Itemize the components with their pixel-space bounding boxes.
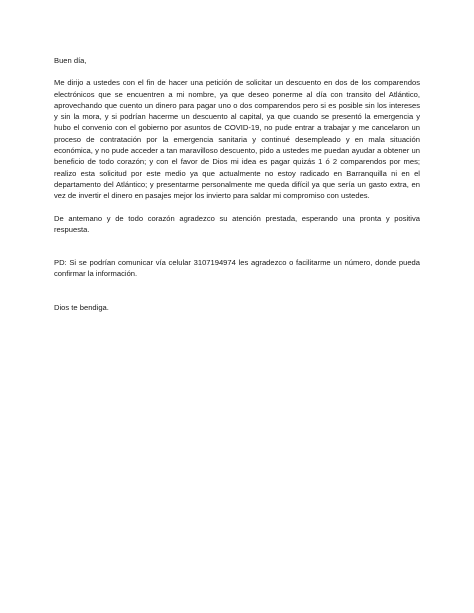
letter-body — [54, 55, 420, 313]
letter-thanks-paragraph: De antemano y de todo corazón agradezco su atención prestada, esperando una pronta y positiva respuesta. — [54, 213, 420, 234]
letter-closing: Dios te bendiga. — [54, 302, 109, 312]
letter-postscript: PD: Si se podrían comunicar vía celular 3107194974 les agradezco o facilitarme un número, donde pueda confirmar la información. — [54, 258, 420, 279]
letter-greeting: Buen día, — [54, 56, 87, 65]
letter-main-paragraph: Me dirijo a ustedes con el fin de hacer una petición de solicitar un descuento en dos de los comparendos electrónicos que se encuentren a mi nombre, ya que deseo ponerme al día con transito del Atlántico, aprovechando que cuento un dinero para pagar uno o dos comparendos pero si es posible sin los intereses y sin la mora, y si podrían hacerme un descuento al capital, ya que cuando se presentó la emergencia y hubo el convenio con el gobierno por asuntos de COVID-19, no pude entrar a trabajar y me cancelaron un proceso de contratación por la emergencia sanitaria y continué desempleado y en mala situación económica, y no pude acceder a tan maravilloso descuento, pido a ustedes me puedan ayudar a obtener un beneficio de todo corazón; y con el favor de Dios mi idea es pagar quizás 1 ó 2 comparendos por mes; realizo esta solicitud por este medio ya que actualmente no estoy radicado en Barranquilla ni en el departamento del Atlántico; y presentarme personalmente me queda difícil ya que sería un gasto extra, en vez de invertir el dinero en pasajes mejor los invierto para saldar mi compromiso con ustedes. — [54, 78, 420, 201]
